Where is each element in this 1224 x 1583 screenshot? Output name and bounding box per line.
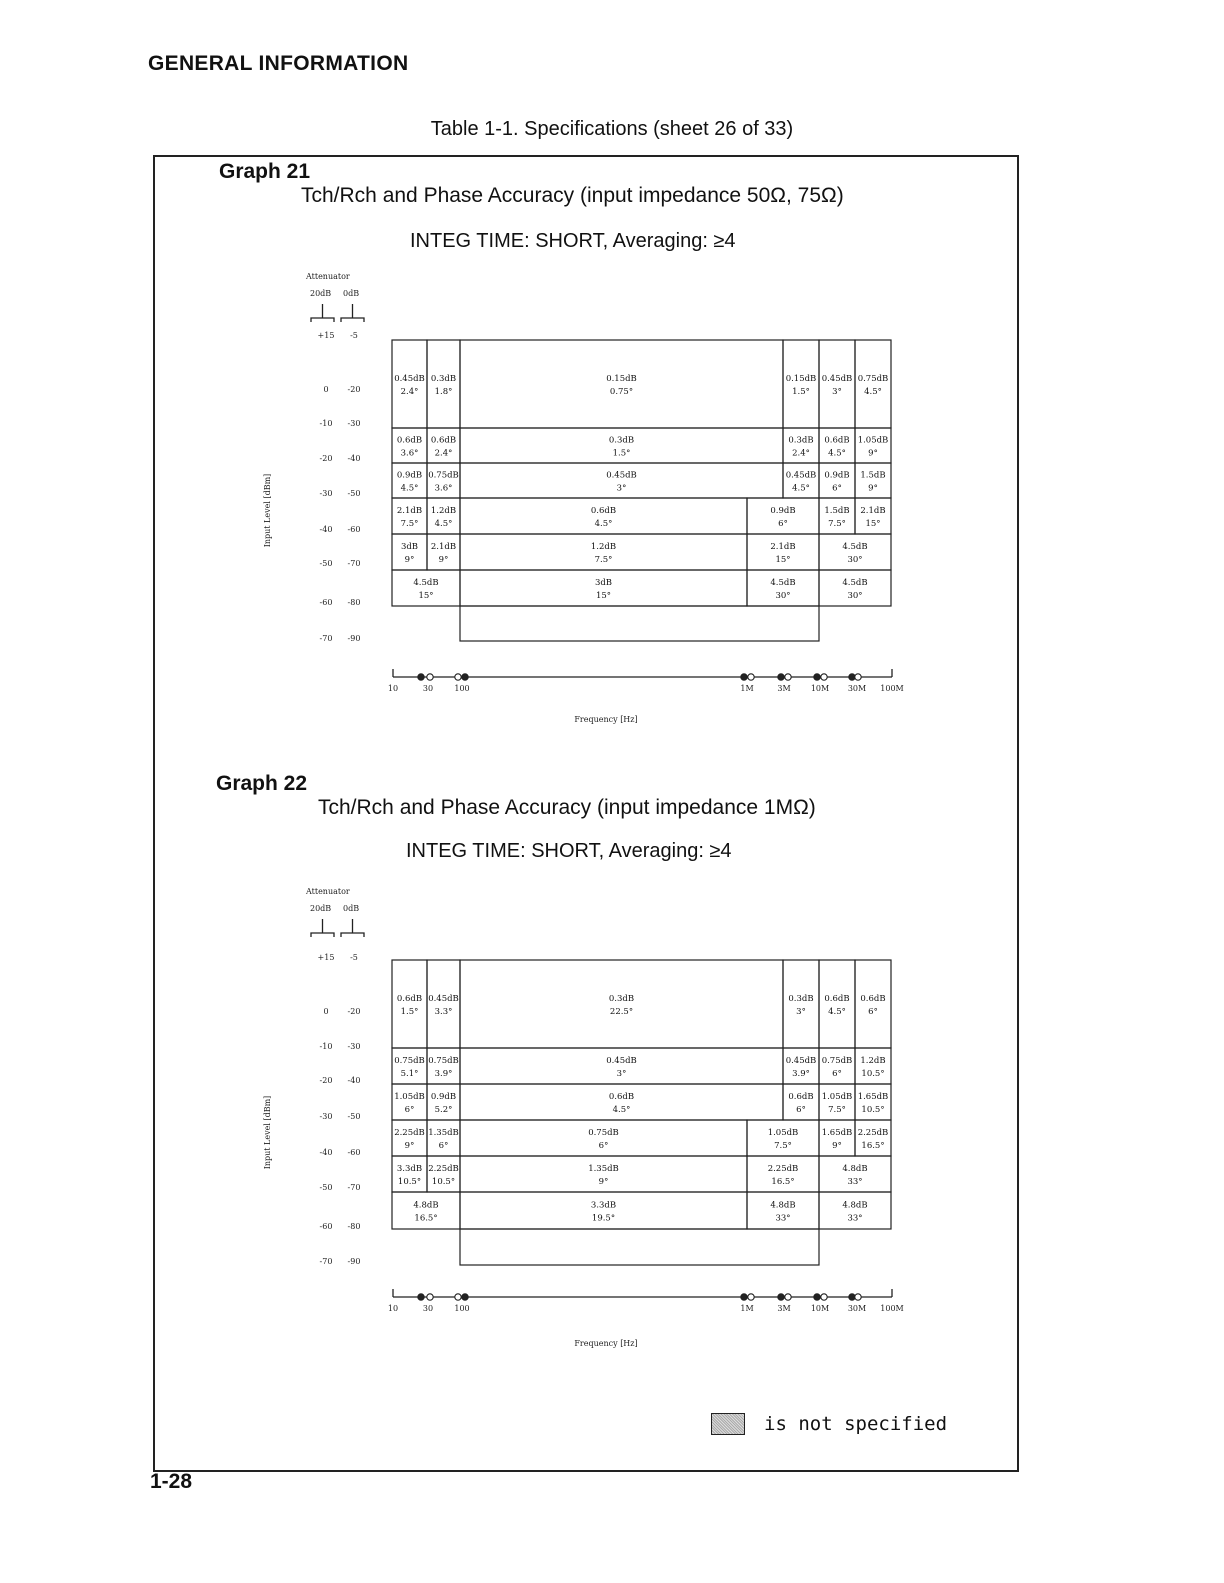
graph21-cell-db: 2.1dB — [430, 542, 457, 552]
graph22-freq-marker — [785, 1294, 791, 1300]
graph21-ytick-right: -50 — [347, 489, 361, 498]
graph22-grid-cell — [427, 960, 460, 1048]
graph22-cell-phase: 6° — [438, 1141, 449, 1151]
graph22-cell-phase: 9° — [598, 1177, 609, 1187]
graph21-ytick-left: -40 — [319, 525, 333, 534]
graph22-ytick-left: -70 — [319, 1257, 333, 1266]
graph22-cell-phase: 6° — [404, 1105, 415, 1115]
graph21-cell-db: 3dB — [594, 578, 613, 588]
graph21-ytick-right: -80 — [347, 598, 361, 607]
graph21-ytick-right: -5 — [350, 331, 358, 340]
graph22-cell-db: 0.6dB — [788, 1092, 814, 1102]
graph22-att-20db: 20dB — [310, 904, 332, 913]
legend-text: is not specified — [764, 1413, 948, 1435]
graph22-ytick-left: -40 — [319, 1148, 333, 1157]
graph22-cell-phase: 6° — [796, 1105, 806, 1115]
graph22-unspecified-region — [460, 1229, 819, 1265]
graph21-cell-phase: 0.75° — [609, 387, 634, 397]
graph21-cell-phase: 15° — [865, 519, 881, 529]
graph22-cell-db: 3.3dB — [590, 1200, 617, 1211]
graph22-xtick: 1M — [740, 1304, 754, 1313]
graph21-ytick-left: -10 — [319, 419, 333, 428]
graph22-freq-marker — [418, 1294, 424, 1300]
graph22-ytick-right: -60 — [347, 1148, 361, 1157]
graph21-cell-db: 0.45dB — [606, 470, 637, 481]
graph21-cell-db: 0.6dB — [396, 435, 423, 446]
graph21-ytick-right: -40 — [347, 454, 361, 463]
graph21-cell-phase: 30° — [775, 591, 791, 601]
graph21-cell-phase: 4.5° — [434, 519, 453, 529]
graph22-freq-marker — [748, 1294, 754, 1300]
graph22-attenuator-bracket-icon — [341, 919, 364, 937]
graph22-cell-db: 1.65dB — [857, 1092, 889, 1102]
graph21-cell-db: 0.6dB — [430, 435, 457, 446]
graph22-cell-db: 1.05dB — [821, 1092, 853, 1102]
graph21-cell-db: 0.45dB — [821, 374, 853, 384]
graph21-ytick-right: -20 — [347, 385, 361, 394]
graph21-attenuator-bracket-icon — [311, 304, 334, 322]
graph21-ytick-right: -90 — [347, 634, 361, 643]
graph21-cell-db: 0.45dB — [394, 374, 425, 384]
graph22-cell-db: 4.8dB — [413, 1200, 439, 1211]
graph22-cell-db: 0.6dB — [396, 994, 423, 1004]
graph21-cell-phase: 6° — [778, 519, 788, 529]
graph22-cell-db: 0.9dB — [430, 1092, 457, 1102]
graph22-ytick-right: -30 — [347, 1042, 361, 1051]
not-specified-swatch — [711, 1413, 745, 1435]
graph22-cell-phase: 5.2° — [434, 1105, 453, 1115]
graph21-subtitle: Tch/Rch and Phase Accuracy (input impedance 50Ω, 75Ω) — [301, 184, 844, 207]
graph21-cell-db: 0.9dB — [824, 470, 850, 481]
graph22-attenuator-label: Attenuator — [306, 887, 350, 896]
graph22-cell-db: 4.8dB — [770, 1200, 796, 1211]
graph22-ytick-left: -20 — [319, 1076, 333, 1085]
graph22-xtick: 10 — [387, 1304, 399, 1313]
graph21-cell-phase: 4.5° — [400, 483, 419, 494]
graph21-freq-marker — [462, 674, 468, 680]
graph22-cell-phase: 3.9° — [434, 1069, 453, 1079]
graph21-cell-phase: 7.5° — [400, 519, 419, 529]
graph21-cell-phase: 2.4° — [400, 387, 419, 397]
graph21-grid-cell — [855, 340, 891, 428]
graph21-cell-db: 0.6dB — [590, 506, 617, 516]
graph21-cell-db: 0.9dB — [770, 506, 796, 516]
page-number: 1-28 — [150, 1470, 193, 1493]
graph21-att-0db: 0dB — [343, 289, 360, 298]
graph22-ytick-left: +15 — [317, 953, 335, 962]
graph22-freq-marker — [455, 1294, 461, 1300]
graph21-freq-marker — [785, 674, 791, 680]
graph21-cell-phase: 15° — [775, 555, 791, 565]
graph22-cell-db: 0.75dB — [394, 1056, 425, 1066]
graph22-ytick-left: -10 — [319, 1042, 333, 1051]
graph21-cell-phase: 1.8° — [434, 387, 453, 397]
graph22-grid-cell — [460, 960, 783, 1048]
graph22-cell-db: 1.05dB — [394, 1092, 425, 1102]
graph22-ytick-left: 0 — [323, 1007, 329, 1016]
graph21-cell-phase: 4.5° — [864, 387, 882, 397]
graph21-cell-db: 0.3dB — [788, 435, 814, 446]
graph21-cell-phase: 7.5° — [594, 555, 613, 565]
graph22-cell-phase: 9° — [404, 1141, 415, 1151]
graph22-subtitle: Tch/Rch and Phase Accuracy (input impedance 1MΩ) — [318, 796, 816, 819]
graph22-cell-db: 0.45dB — [785, 1056, 817, 1066]
graph22-cell-phase: 3° — [616, 1069, 627, 1079]
graph21-cell-db: 0.6dB — [824, 435, 850, 446]
graph22-cell-db: 0.75dB — [821, 1056, 853, 1066]
graph21-ytick-left: -50 — [319, 559, 333, 568]
graph22-cell-phase: 33° — [847, 1213, 863, 1224]
graph22-cell-db: 0.6dB — [860, 994, 886, 1004]
graph21-ytick-right: -70 — [347, 559, 361, 568]
graph22-ytick-left: -50 — [319, 1183, 333, 1192]
graph22-freq-marker — [821, 1294, 827, 1300]
graph22-xtick: 10M — [810, 1304, 830, 1313]
graph22-xtick: 100M — [880, 1304, 904, 1313]
graph21-freq-marker — [778, 674, 784, 680]
graph22-cell-db: 1.65dB — [821, 1128, 853, 1138]
graph22-freq-marker — [814, 1294, 820, 1300]
graph22-cell-db: 0.6dB — [608, 1092, 635, 1102]
graph22-ytick-right: -90 — [347, 1257, 361, 1266]
graph21-cell-db: 0.15dB — [606, 374, 637, 384]
graph21-cell-db: 3dB — [400, 542, 419, 552]
graph22-cell-phase: 10.5° — [397, 1177, 422, 1187]
graph21-cell-phase: 9° — [868, 483, 878, 494]
graph21-cell-phase: 9° — [404, 555, 415, 565]
graph21-xlabel: Frequency [Hz] — [574, 715, 638, 724]
graph21-cell-phase: 1.5° — [612, 448, 631, 459]
graph22-grid-cell — [855, 960, 891, 1048]
graph22-ytick-left: -60 — [319, 1222, 333, 1231]
graph21-cell-phase: 3.6° — [434, 483, 453, 494]
graph21-cell-db: 4.5dB — [413, 578, 439, 588]
graph21-xtick: 10 — [387, 684, 399, 693]
graph21-ytick-left: -70 — [319, 634, 333, 643]
graph22-freq-marker — [462, 1294, 468, 1300]
graph21-cell-phase: 15° — [595, 591, 612, 601]
graph21-xtick: 30 — [422, 684, 434, 693]
graph22-cell-phase: 33° — [847, 1177, 863, 1187]
graph21-integ: INTEG TIME: SHORT, Averaging: ≥4 — [410, 230, 736, 252]
graph21-cell-phase: 30° — [847, 591, 863, 601]
graph22-ytick-left: -30 — [319, 1112, 333, 1121]
graph22-cell-db: 2.25dB — [857, 1128, 889, 1138]
graph22-cell-phase: 6° — [832, 1069, 842, 1079]
graph21-freq-marker — [741, 674, 747, 680]
graph21-ytick-right: -30 — [347, 419, 361, 428]
table-caption: Table 1-1. Specifications (sheet 26 of 33) — [430, 118, 794, 140]
graph21-grid-cell — [460, 340, 783, 428]
graph22-grid-cell — [392, 960, 427, 1048]
graph22-freq-marker — [427, 1294, 433, 1300]
graph21-grid-cell — [427, 340, 460, 428]
graph22-ytick-right: -70 — [347, 1183, 361, 1192]
graph22-cell-db: 2.25dB — [767, 1164, 799, 1174]
graph22-cell-db: 1.05dB — [767, 1128, 799, 1138]
graph21-freq-marker — [427, 674, 433, 680]
graph22-cell-phase: 10.5° — [861, 1105, 885, 1115]
graph21-cell-phase: 2.4° — [434, 448, 453, 459]
graph21-grid-cell — [783, 340, 819, 428]
graph21-xtick: 30M — [847, 684, 867, 693]
graph22-cell-phase: 16.5° — [414, 1213, 438, 1224]
graph22-freq-marker — [778, 1294, 784, 1300]
graph22-cell-phase: 19.5° — [591, 1213, 616, 1224]
graph21-attenuator-bracket-icon — [341, 304, 364, 322]
graph22-grid-cell — [819, 960, 855, 1048]
graph21-xtick: 100M — [880, 684, 904, 693]
graph22-cell-phase: 6° — [598, 1141, 609, 1151]
graph21-cell-phase: 3.6° — [400, 448, 419, 459]
graph21-att-20db: 20dB — [310, 289, 332, 298]
graph21-cell-db: 2.1dB — [860, 506, 886, 516]
graph21-cell-phase: 3° — [832, 387, 842, 397]
graph21-ytick-left: -20 — [319, 454, 333, 463]
graph22-freq-marker — [855, 1294, 861, 1300]
graph22-xlabel: Frequency [Hz] — [574, 1339, 638, 1348]
graph22-ylabel: Input Level [dBm] — [263, 1095, 272, 1170]
graph21-freq-marker — [455, 674, 461, 680]
graph22-cell-db: 3.3dB — [396, 1164, 423, 1174]
graph22-cell-db: 0.3dB — [788, 994, 814, 1004]
graph21-freq-marker — [855, 674, 861, 680]
graph21-cell-phase: 15° — [418, 591, 434, 601]
graph22-xtick: 30 — [422, 1304, 434, 1313]
graph21-freq-marker — [821, 674, 827, 680]
graph22-label: Graph 22 — [216, 772, 308, 795]
graph21-cell-db: 4.5dB — [842, 578, 868, 588]
graph22-cell-phase: 16.5° — [861, 1141, 885, 1151]
graph21-freq-marker — [849, 674, 855, 680]
graph21-cell-phase: 4.5° — [828, 448, 846, 459]
graph22-cell-phase: 7.5° — [774, 1141, 792, 1151]
graph22-xtick: 3M — [777, 1304, 791, 1313]
graph22-grid-cell — [783, 960, 819, 1048]
graph22-cell-phase: 5.1° — [400, 1069, 419, 1079]
graph22-attenuator-bracket-icon — [311, 919, 334, 937]
graph22-cell-db: 4.8dB — [842, 1164, 868, 1174]
graph22-cell-phase: 22.5° — [609, 1007, 634, 1017]
graph21-freq-marker — [418, 674, 424, 680]
graph21-ytick-left: -30 — [319, 489, 333, 498]
graph21-grid-cell — [819, 340, 855, 428]
graph21-cell-db: 4.5dB — [842, 542, 868, 552]
graph22-cell-db: 0.6dB — [824, 994, 850, 1004]
graph22-cell-phase: 4.5° — [828, 1007, 846, 1017]
graph22-cell-db: 4.8dB — [842, 1200, 868, 1211]
graph21-cell-phase: 1.5° — [792, 387, 810, 397]
graph21-freq-marker — [814, 674, 820, 680]
graph21-cell-phase: 4.5° — [792, 483, 810, 494]
graph22-cell-db: 0.75dB — [428, 1056, 459, 1066]
graph22-cell-db: 2.25dB — [394, 1128, 425, 1138]
graph22-cell-db: 1.35dB — [588, 1164, 619, 1174]
graph21-cell-db: 0.15dB — [785, 374, 817, 384]
graph21-ylabel: Input Level [dBm] — [263, 473, 272, 548]
graph22-cell-phase: 33° — [775, 1213, 791, 1224]
graph22-ytick-right: -50 — [347, 1112, 361, 1121]
graph21-cell-db: 1.5dB — [824, 506, 850, 516]
graph22-xtick: 100 — [454, 1304, 470, 1313]
graph22-cell-phase: 4.5° — [612, 1105, 631, 1115]
graph21-cell-phase: 3° — [616, 483, 627, 494]
graph21-cell-db: 0.75dB — [857, 374, 889, 384]
graph22-cell-db: 1.2dB — [860, 1056, 886, 1066]
graph21-xtick: 3M — [777, 684, 791, 693]
graph22-cell-db: 0.75dB — [588, 1128, 619, 1138]
graph21-xtick: 100 — [454, 684, 470, 693]
graph22-ytick-right: -20 — [347, 1007, 361, 1016]
graph22-cell-phase: 3.9° — [792, 1069, 810, 1079]
graph21-ytick-left: 0 — [323, 385, 329, 394]
graph22-xtick: 30M — [847, 1304, 867, 1313]
graph21-cell-db: 0.9dB — [396, 470, 423, 481]
graph21-xtick: 1M — [740, 684, 754, 693]
graph21-freq-marker — [748, 674, 754, 680]
graph22-cell-phase: 10.5° — [861, 1069, 885, 1079]
graph22-cell-phase: 6° — [868, 1007, 878, 1017]
graph21-cell-db: 0.3dB — [430, 374, 457, 384]
graph22-cell-phase: 16.5° — [771, 1177, 795, 1187]
graph22-cell-db: 2.25dB — [428, 1164, 459, 1174]
graph22-cell-db: 0.45dB — [606, 1056, 637, 1066]
section-title: GENERAL INFORMATION — [148, 52, 409, 75]
graph21-attenuator-label: Attenuator — [306, 272, 350, 281]
graph21-unspecified-region — [460, 606, 819, 641]
graph21-ytick-left: +15 — [317, 331, 335, 340]
graph22-att-0db: 0dB — [343, 904, 360, 913]
graph22-cell-phase: 3.3° — [434, 1007, 453, 1017]
graph22-integ: INTEG TIME: SHORT, Averaging: ≥4 — [406, 840, 732, 862]
graph22-cell-phase: 9° — [832, 1141, 842, 1151]
graph21-cell-phase: 30° — [847, 555, 863, 565]
graph22-freq-marker — [849, 1294, 855, 1300]
graph21-cell-db: 0.45dB — [785, 470, 817, 481]
graph21-cell-phase: 4.5° — [594, 519, 613, 529]
graph22-cell-phase: 3° — [796, 1007, 806, 1017]
graph22-cell-db: 0.45dB — [428, 994, 459, 1004]
graph21-cell-db: 2.1dB — [770, 542, 796, 552]
graph21-label: Graph 21 — [219, 160, 311, 183]
graph22-cell-phase: 7.5° — [828, 1105, 846, 1115]
graph21-cell-phase: 6° — [832, 483, 842, 494]
graph21-cell-db: 2.1dB — [396, 506, 423, 516]
graph21-cell-phase: 7.5° — [828, 519, 846, 529]
graph21-cell-db: 1.5dB — [860, 470, 886, 481]
graph21-xtick: 10M — [810, 684, 830, 693]
graph21-cell-phase: 9° — [868, 448, 878, 459]
graph22-freq-marker — [741, 1294, 747, 1300]
graph22-cell-db: 1.35dB — [428, 1128, 459, 1138]
graph21-cell-db: 1.05dB — [857, 435, 889, 446]
graph21-ytick-left: -60 — [319, 598, 333, 607]
graph21-ytick-right: -60 — [347, 525, 361, 534]
graph21-cell-db: 0.75dB — [428, 470, 459, 481]
graph21-cell-db: 1.2dB — [590, 542, 617, 552]
graph21-cell-db: 0.3dB — [608, 435, 635, 446]
graph22-ytick-right: -40 — [347, 1076, 361, 1085]
graph22-ytick-right: -80 — [347, 1222, 361, 1231]
graph21-cell-phase: 9° — [438, 555, 449, 565]
graph21-cell-db: 1.2dB — [430, 506, 457, 516]
graph21-cell-db: 4.5dB — [770, 578, 796, 588]
graph21-grid-cell — [392, 340, 427, 428]
graph22-ytick-right: -5 — [350, 953, 358, 962]
graph22-cell-phase: 10.5° — [431, 1177, 456, 1187]
graph22-cell-phase: 1.5° — [400, 1007, 419, 1017]
graph22-cell-db: 0.3dB — [608, 994, 635, 1004]
graph21-cell-phase: 2.4° — [792, 448, 810, 459]
